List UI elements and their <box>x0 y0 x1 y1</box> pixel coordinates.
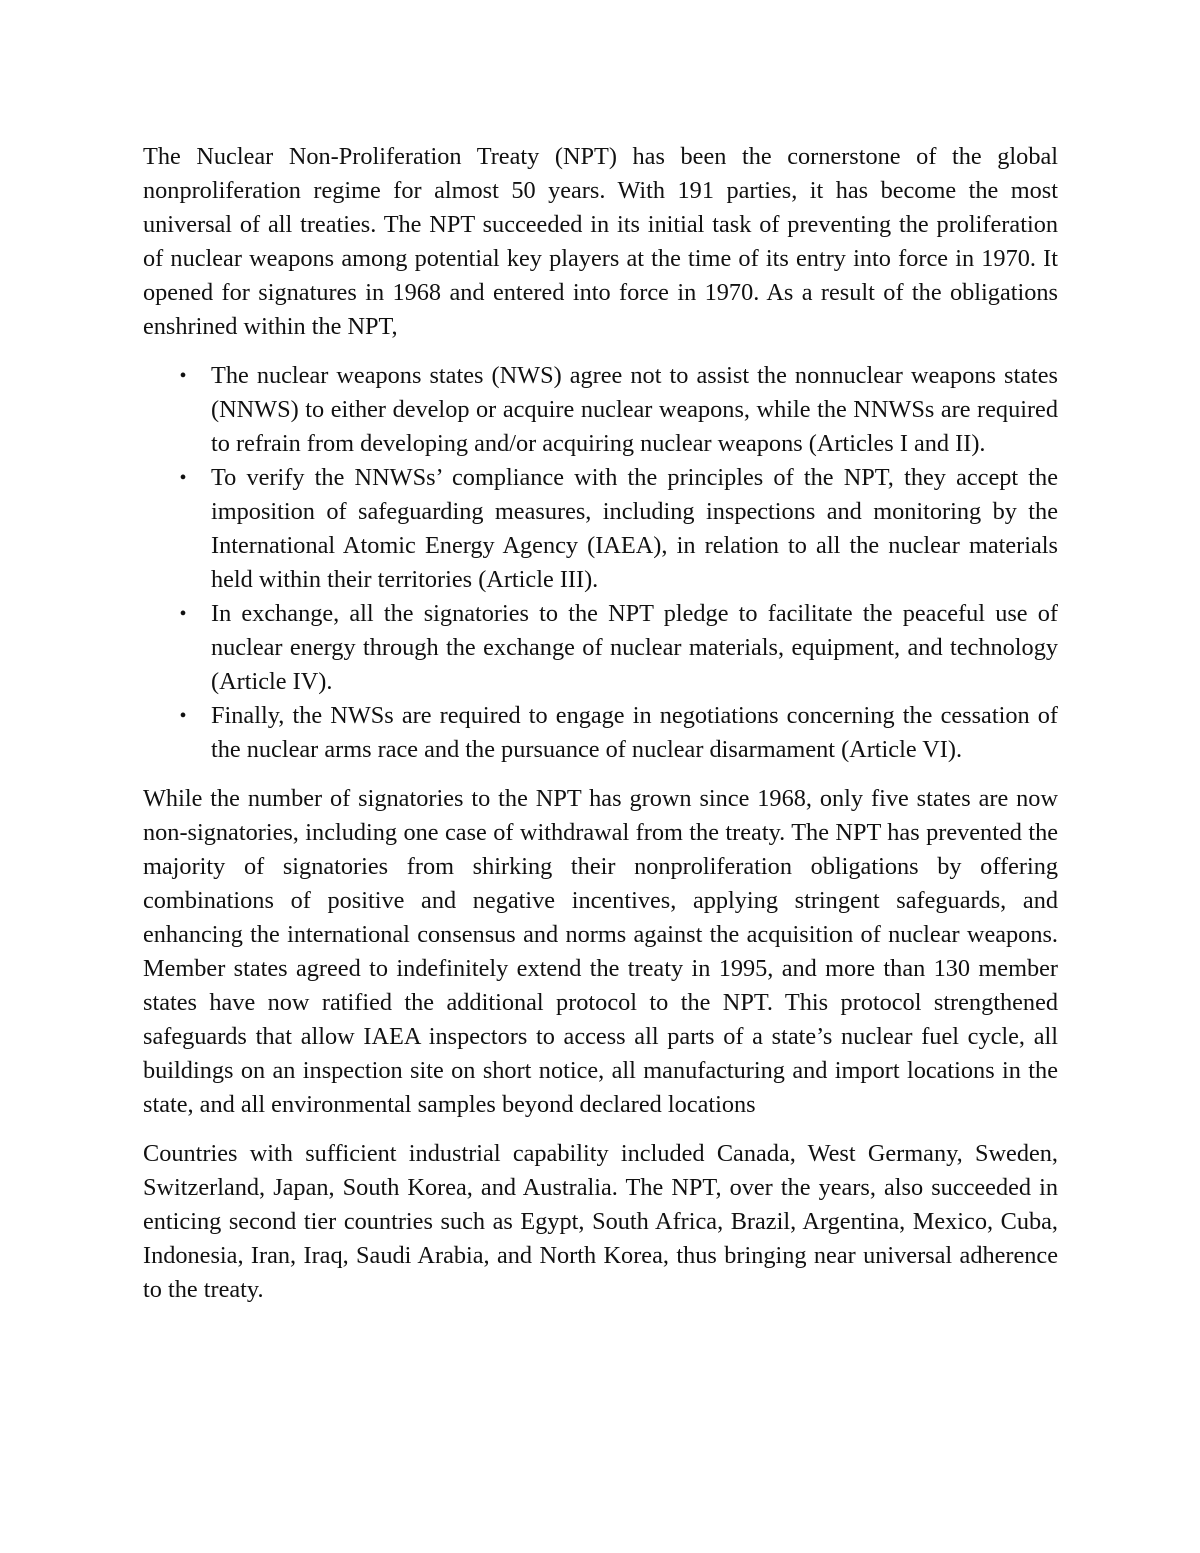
paragraph-signatories: While the number of signatories to the NPT has grown since 1968, only five states are now non-signatories, including one case of withdrawal from the treaty. The NPT has prevented the majority of signatories from shirking their nonproliferation obligations by offering combinations of positive and negative incentives, applying stringent safeguards, and enhancing the international consensus and norms against the acquisition of nuclear weapons. Member states agreed to indefinitely extend the treaty in 1995, and more than 130 member states have now ratified the additional protocol to the NPT. This protocol strengthened safeguards that allow IAEA inspectors to access all parts of a state’s nuclear fuel cycle, all buildings on an inspection site on short notice, all manufacturing and import locations in the state, and all environmental samples beyond declared locations <box>143 785 1058 1118</box>
bullet-icon: • <box>179 705 187 727</box>
paragraph-countries: Countries with sufficient industrial capability included Canada, West Germany, Sweden, Switzerland, Japan, South Korea, and Australia. The NPT, over the years, also succeeded in enticing second tier countries such as Egypt, South Africa, Brazil, Argentina, Mexico, Cuba, Indonesia, Iran, Iraq, Saudi Arabia, and North Korea, thus bringing near universal adherence to the treaty. <box>143 1140 1058 1303</box>
list-item <box>143 461 1058 597</box>
bullet-icon: • <box>179 603 187 625</box>
paragraph-intro: The Nuclear Non-Proliferation Treaty (NPT) has been the cornerstone of the global nonproliferation regime for almost 50 years. With 191 parties, it has become the most universal of all treaties. The NPT succeeded in its initial task of preventing the proliferation of nuclear weapons among potential key players at the time of its entry into force in 1970. It opened for signatures in 1968 and entered into force in 1970. As a result of the obligations enshrined within the NPT, <box>143 143 1058 340</box>
bullet-text: In exchange, all the signatories to the NPT pledge to facilitate the peaceful use of nuclear energy through the exchange of nuclear materials, equipment, and technology (Article IV). <box>211 600 1058 695</box>
obligations-list <box>143 359 1058 767</box>
document-page <box>143 140 1058 1307</box>
bullet-text: To verify the NNWSs’ compliance with the principles of the NPT, they accept the imposition of safeguarding measures, including inspections and monitoring by the International Atomic Energy Agency (IAEA), in relation to all the nuclear materials held within their territories (Article III). <box>211 464 1058 593</box>
list-item <box>143 597 1058 699</box>
list-item <box>143 699 1058 767</box>
bullet-text: Finally, the NWSs are required to engage in negotiations concerning the cessation of the nuclear arms race and the pursuance of nuclear disarmament (Article VI). <box>211 702 1058 763</box>
bullet-icon: • <box>179 365 187 387</box>
bullet-icon: • <box>179 467 187 489</box>
list-item <box>143 359 1058 461</box>
bullet-text: The nuclear weapons states (NWS) agree not to assist the nonnuclear weapons states (NNWS) to either develop or acquire nuclear weapons, while the NNWSs are required to refrain from developing and/or acquiring nuclear weapons (Articles I and II). <box>211 362 1058 457</box>
